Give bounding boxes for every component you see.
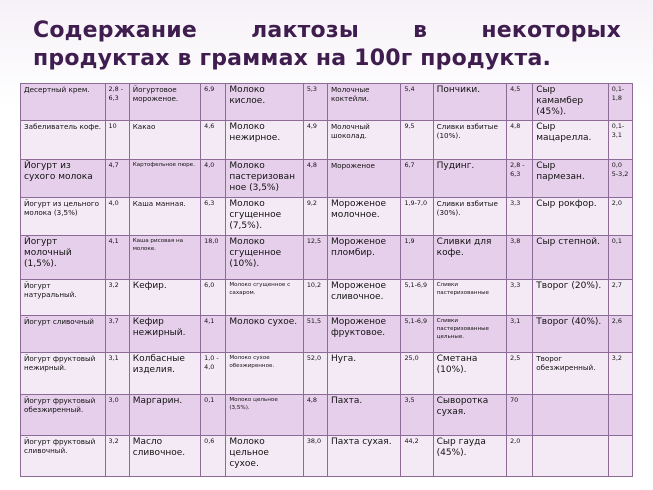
product-name-cell: Йогуртовое мороженое. xyxy=(129,84,200,121)
lactose-value-cell: 4,0 xyxy=(201,159,226,198)
product-name-cell: Пудинг. xyxy=(433,159,506,198)
lactose-value-cell: 52,0 xyxy=(303,353,327,395)
product-name-cell: Сыворотка сухая. xyxy=(433,395,506,436)
product-name-cell: Мороженое пломбир. xyxy=(327,236,400,280)
lactose-value-cell: 1,0 - 4,0 xyxy=(201,353,226,395)
product-name-cell: Мороженое xyxy=(327,159,400,198)
lactose-value-cell: 0,1-3,1 xyxy=(608,120,632,159)
product-name-cell: Сыр степной. xyxy=(533,236,608,280)
lactose-value-cell: 3,3 xyxy=(507,279,533,315)
lactose-value-cell: 2,6 xyxy=(608,315,632,353)
product-name-cell: Сыр камамбер (45%). xyxy=(533,84,608,121)
product-name-cell: Молочный шоколад. xyxy=(327,120,400,159)
lactose-value-cell: 0,6 xyxy=(201,436,226,477)
product-name-cell: Сливки взбитые (30%). xyxy=(433,198,506,236)
lactose-value-cell: 2,0 xyxy=(608,198,632,236)
product-name-cell: Каша манная. xyxy=(129,198,200,236)
product-name-cell xyxy=(533,395,608,436)
product-name-cell: Йогурт фруктовый обезжиренный. xyxy=(21,395,106,436)
product-name-cell: Йогурт из цельного молока (3,5%) xyxy=(21,198,106,236)
lactose-value-cell: 9,2 xyxy=(303,198,327,236)
product-name-cell: Творог обезжиренный. xyxy=(533,353,608,395)
lactose-value-cell: 3,7 xyxy=(105,315,129,353)
table-row xyxy=(21,395,633,436)
lactose-value-cell: 5,3 xyxy=(303,84,327,121)
lactose-value-cell: 3,0 xyxy=(105,395,129,436)
product-name-cell: Какао xyxy=(129,120,200,159)
lactose-value-cell: 2,7 xyxy=(608,279,632,315)
product-name-cell: Молоко цельное сухое. xyxy=(226,436,304,477)
lactose-value-cell xyxy=(608,436,632,477)
lactose-value-cell: 3,3 xyxy=(507,198,533,236)
table-row xyxy=(21,120,633,159)
product-name-cell: Нуга. xyxy=(327,353,400,395)
product-name-cell: Сливки взбитые (10%). xyxy=(433,120,506,159)
product-name-cell: Творог (20%). xyxy=(533,279,608,315)
product-name-cell: Сыр мацарелла. xyxy=(533,120,608,159)
product-name-cell: Каша рисовая на молоке. xyxy=(129,236,200,280)
lactose-value-cell: 4,8 xyxy=(303,395,327,436)
lactose-value-cell: 4,9 xyxy=(303,120,327,159)
lactose-value-cell: 4,8 xyxy=(507,120,533,159)
lactose-value-cell: 0,0 5-3,2 xyxy=(608,159,632,198)
lactose-value-cell: 0,1-1,8 xyxy=(608,84,632,121)
lactose-value-cell: 4,0 xyxy=(105,198,129,236)
lactose-value-cell: 3,2 xyxy=(105,436,129,477)
lactose-value-cell: 4,1 xyxy=(201,315,226,353)
lactose-value-cell: 0,1 xyxy=(608,236,632,280)
product-name-cell: Кефир нежирный. xyxy=(129,315,200,353)
lactose-value-cell: 18,0 xyxy=(201,236,226,280)
lactose-value-cell: 3,5 xyxy=(401,395,433,436)
product-name-cell: Сыр рокфор. xyxy=(533,198,608,236)
product-name-cell: Сыр пармезан. xyxy=(533,159,608,198)
product-name-cell: Масло сливочное. xyxy=(129,436,200,477)
product-name-cell: Кефир. xyxy=(129,279,200,315)
lactose-value-cell: 1,9-7,0 xyxy=(401,198,433,236)
lactose-value-cell: 2,8 - 6,3 xyxy=(507,159,533,198)
lactose-table xyxy=(20,83,633,477)
product-name-cell: Йогурт фруктовый нежирный. xyxy=(21,353,106,395)
lactose-value-cell: 6,3 xyxy=(201,198,226,236)
lactose-value-cell: 5,4 xyxy=(401,84,433,121)
lactose-value-cell: 38,0 xyxy=(303,436,327,477)
lactose-value-cell: 25,0 xyxy=(401,353,433,395)
product-name-cell: Пахта. xyxy=(327,395,400,436)
product-name-cell: Йогурт сливочный xyxy=(21,315,106,353)
product-name-cell: Молоко пастеризованное (3,5%) xyxy=(226,159,304,198)
product-name-cell: Мороженое фруктовое. xyxy=(327,315,400,353)
product-name-cell: Йогурт молочный (1,5%). xyxy=(21,236,106,280)
lactose-value-cell: 70 xyxy=(507,395,533,436)
lactose-value-cell: 5,1-6,9 xyxy=(401,315,433,353)
lactose-value-cell: 6,9 xyxy=(201,84,226,121)
product-name-cell: Йогурт фруктовый сливочный. xyxy=(21,436,106,477)
slide-title: Содержание лактозы в некоторых продуктах в граммах на 100г продукта. xyxy=(33,18,621,71)
lactose-value-cell: 4,5 xyxy=(507,84,533,121)
table-row xyxy=(21,279,633,315)
lactose-value-cell: 9,5 xyxy=(401,120,433,159)
lactose-value-cell: 3,8 xyxy=(507,236,533,280)
lactose-value-cell: 10 xyxy=(105,120,129,159)
table-row xyxy=(21,436,633,477)
product-name-cell: Молоко нежирное. xyxy=(226,120,304,159)
lactose-value-cell: 3,2 xyxy=(608,353,632,395)
lactose-value-cell: 0,1 xyxy=(201,395,226,436)
product-name-cell xyxy=(533,436,608,477)
lactose-value-cell: 3,1 xyxy=(105,353,129,395)
lactose-value-cell: 12,5 xyxy=(303,236,327,280)
product-name-cell: Мороженое молочное. xyxy=(327,198,400,236)
product-name-cell: Молоко сухое обезжиренное. xyxy=(226,353,304,395)
product-name-cell: Творог (40%). xyxy=(533,315,608,353)
product-name-cell: Колбасные изделия. xyxy=(129,353,200,395)
lactose-value-cell: 3,2 xyxy=(105,279,129,315)
product-name-cell: Сливки пастеризованные xyxy=(433,279,506,315)
product-name-cell: Сливки пастеризованные цельные. xyxy=(433,315,506,353)
lactose-value-cell: 10,2 xyxy=(303,279,327,315)
lactose-value-cell: 5,1-6,9 xyxy=(401,279,433,315)
lactose-value-cell: 44,2 xyxy=(401,436,433,477)
product-name-cell: Молоко сгущенное (7,5%). xyxy=(226,198,304,236)
product-name-cell: Молоко кислое. xyxy=(226,84,304,121)
lactose-value-cell: 1,9 xyxy=(401,236,433,280)
lactose-value-cell: 2,5 xyxy=(507,353,533,395)
product-name-cell: Сливки для кофе. xyxy=(433,236,506,280)
lactose-value-cell xyxy=(608,395,632,436)
table-row xyxy=(21,236,633,280)
table-row xyxy=(21,353,633,395)
lactose-value-cell: 51,5 xyxy=(303,315,327,353)
product-name-cell: Молоко цельное (3,5%). xyxy=(226,395,304,436)
lactose-value-cell: 4,1 xyxy=(105,236,129,280)
product-name-cell: Молочные коктейли. xyxy=(327,84,400,121)
lactose-value-cell: 4,6 xyxy=(201,120,226,159)
product-name-cell: Картофельное пюре. xyxy=(129,159,200,198)
lactose-value-cell: 2,8 - 6,3 xyxy=(105,84,129,121)
lactose-value-cell: 6,0 xyxy=(201,279,226,315)
product-name-cell: Пончики. xyxy=(433,84,506,121)
product-name-cell: Десертный крем. xyxy=(21,84,106,121)
table-row xyxy=(21,198,633,236)
lactose-value-cell: 2,0 xyxy=(507,436,533,477)
table-row xyxy=(21,315,633,353)
product-name-cell: Сметана (10%). xyxy=(433,353,506,395)
product-name-cell: Молоко сгущенное (10%). xyxy=(226,236,304,280)
product-name-cell: Пахта сухая. xyxy=(327,436,400,477)
product-name-cell: Молоко сухое. xyxy=(226,315,304,353)
product-name-cell: Сыр гауда (45%). xyxy=(433,436,506,477)
lactose-value-cell: 3,1 xyxy=(507,315,533,353)
product-name-cell: Йогурт натуральный. xyxy=(21,279,106,315)
product-name-cell: Забеливатель кофе. xyxy=(21,120,106,159)
table-row xyxy=(21,159,633,198)
table-row xyxy=(21,84,633,121)
product-name-cell: Маргарин. xyxy=(129,395,200,436)
lactose-value-cell: 6,7 xyxy=(401,159,433,198)
lactose-value-cell: 4,7 xyxy=(105,159,129,198)
product-name-cell: Молоко сгущенное с сахаром. xyxy=(226,279,304,315)
product-name-cell: Йогурт из сухого молока xyxy=(21,159,106,198)
lactose-value-cell: 4,8 xyxy=(303,159,327,198)
product-name-cell: Мороженое сливочное. xyxy=(327,279,400,315)
